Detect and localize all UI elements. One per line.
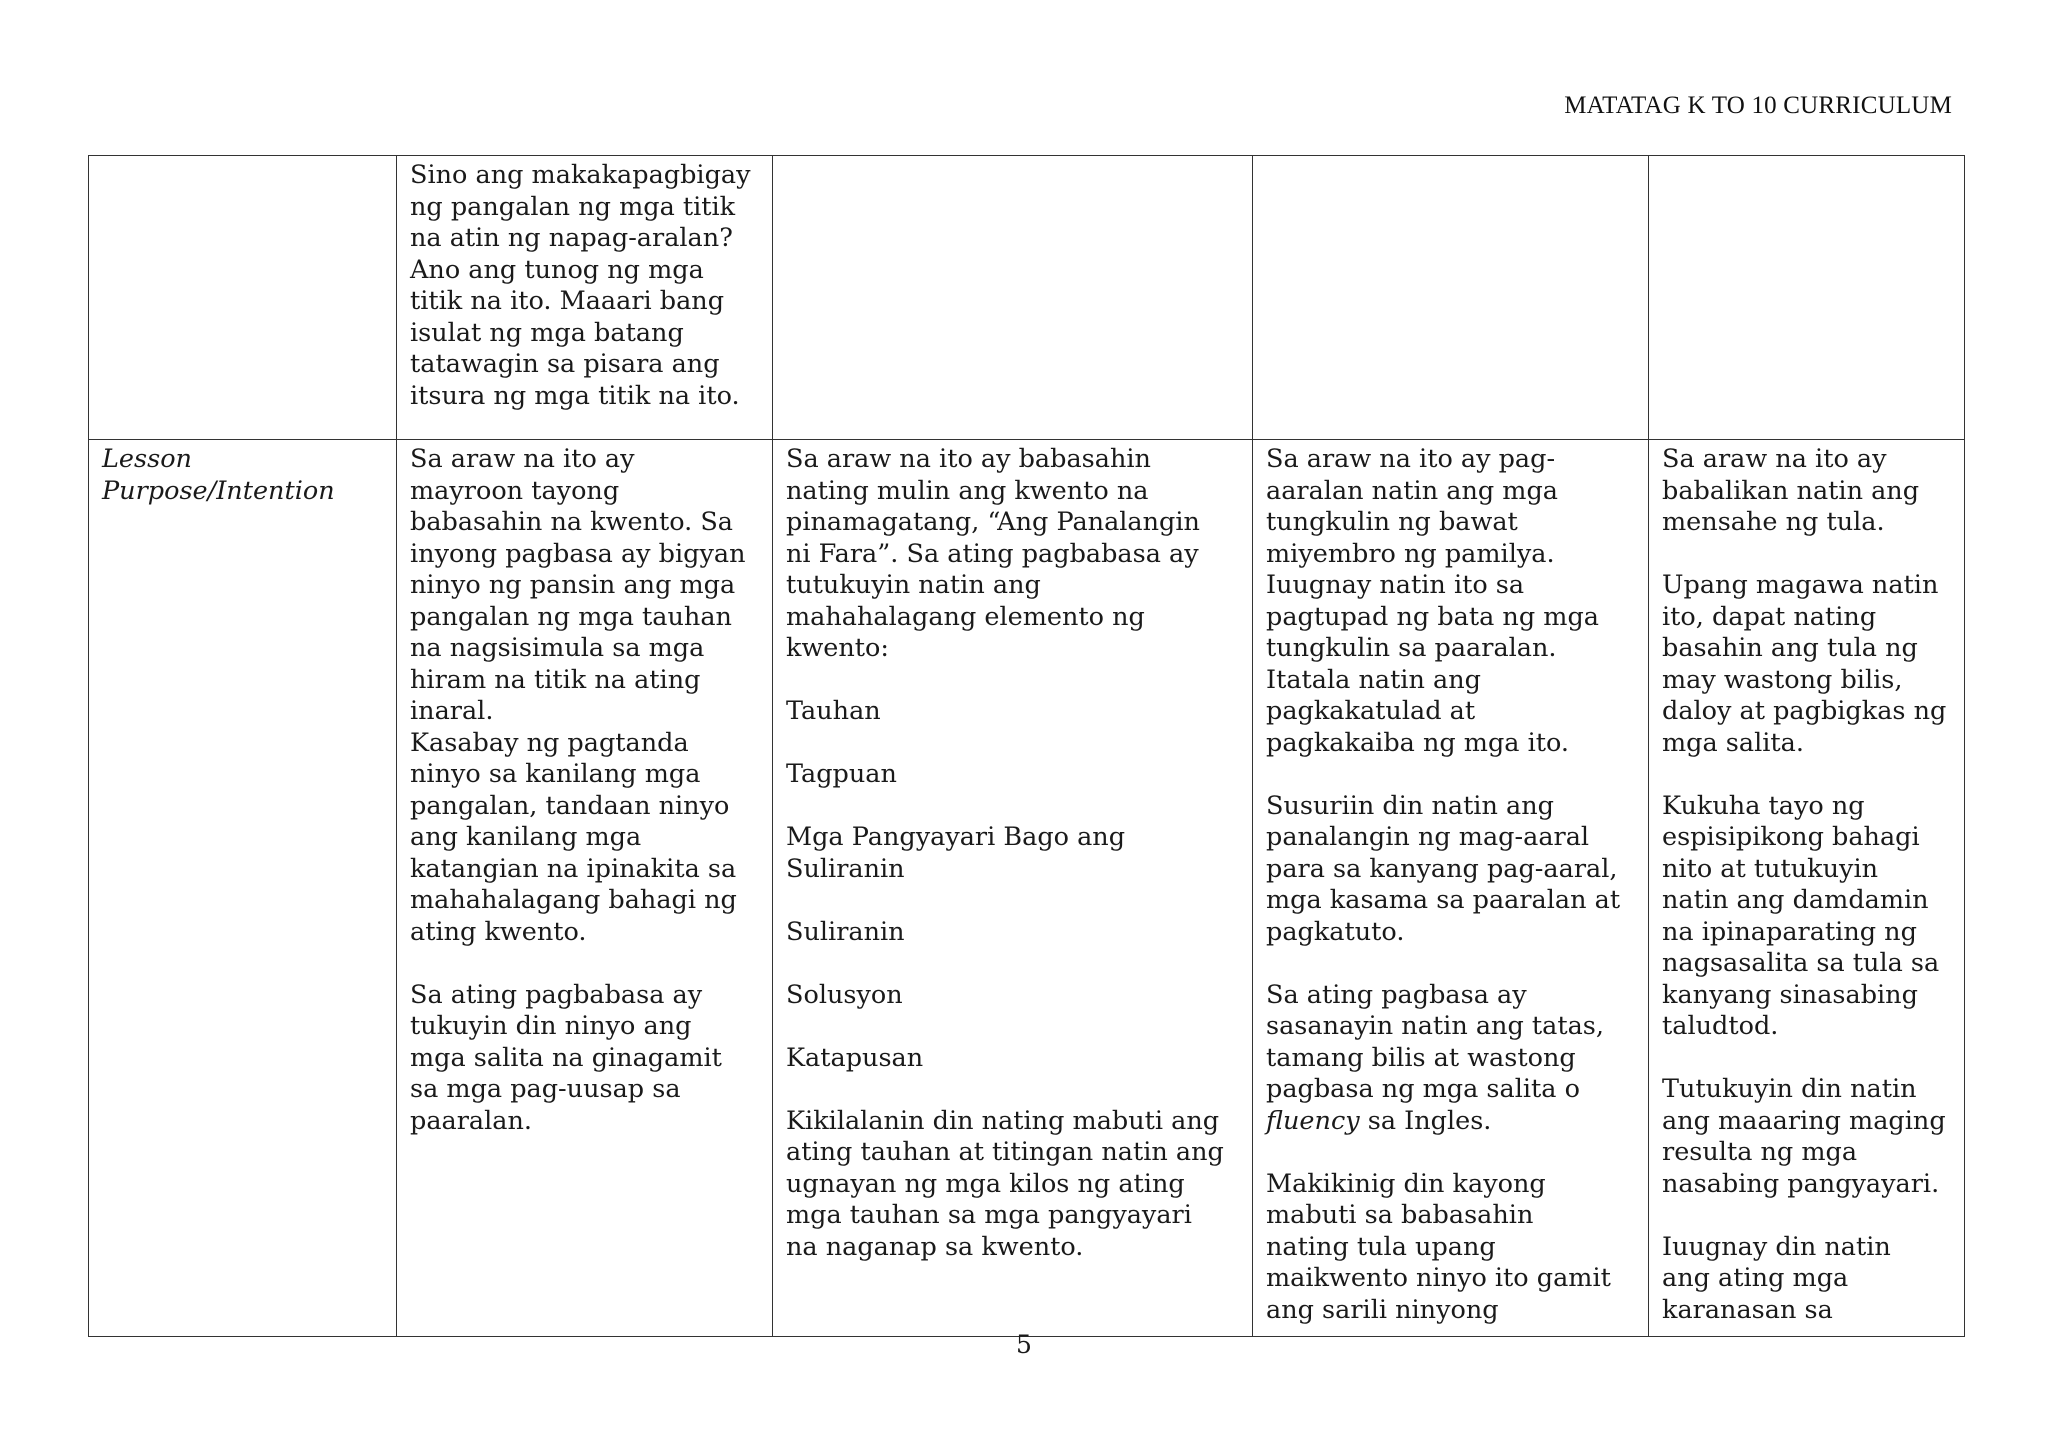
day-2-cell xyxy=(773,156,1253,440)
lesson-purpose-label: Lesson Purpose/Intention xyxy=(102,444,335,506)
day-3-cell xyxy=(1253,440,1649,1337)
day-4-paragraph: Upang magawa natin ito, dapat nating basahin ang tula ng may wastong bilis, daloy at pagbigkas ng mga salita. xyxy=(1662,570,1947,758)
day-3-paragraph: Sa araw na ito ay pag- aaralan natin ang mga tungkulin ng bawat miyembro ng pamilya. Iuugnay natin ito sa pagtupad ng bata ng mga tungkulin sa paaralan. Itatala natin ang pagkakatulad at pagkakaiba ng mga ito. xyxy=(1266,444,1599,758)
row-label-cell xyxy=(89,440,397,1337)
story-element-item: Tagpuan xyxy=(786,759,897,789)
day-1-text: Sino ang makakapagbigay ng pangalan ng mga titik na atin ng napag-aralan? Ano ang tunog ng mga titik na ito. Maaari bang isulat ng mga batang tatawagin sa pisara ang itsura ng mga titik na ito. xyxy=(410,160,751,411)
story-element-item: Suliranin xyxy=(786,916,905,947)
day-3-paragraph xyxy=(1266,980,1636,1138)
story-element-item: Katapusan xyxy=(786,1042,924,1073)
day-3-paragraph: Susuriin din natin ang panalangin ng mag-aaral para sa kanyang pag-aaral, mga kasama sa paaralan at pagkatuto. xyxy=(1266,790,1621,947)
day-1-paragraph: Sa ating pagbabasa ay tukuyin din ninyo ang mga salita na ginagamit sa mga pag-uusap sa paaralan. xyxy=(410,979,722,1136)
day-1-cell xyxy=(397,156,773,440)
day-2-intro: Sa araw na ito ay babasahin nating mulin ang kwento na pinamagatang, “Ang Panalangin ni Fara”. Sa ating pagbabasa ay tutukuyin natin ang mahahalagang elemento ng kwento: xyxy=(786,444,1200,663)
day-3-paragraph: Makikinig din kayong mabuti sa babasahin nating tula upang maikwento ninyo ito gamit ang sarili ninyong xyxy=(1266,1168,1611,1325)
page-number: 5 xyxy=(1016,1330,1032,1359)
day-1-paragraph: Sa araw na ito ay mayroon tayong babasahin na kwento. Sa inyong pagbasa ay bigyan ninyo ng pansin ang mga pangalan ng mga tauhan na nagsisimula sa mga hiram na titik na ating inaral. Kasabay ng pagtanda ninyo sa kanilang mga pangalan, tandaan ninyo ang kanilang mga katangian na ipinakita sa mahahalagang bahagi ng ating kwento. xyxy=(410,444,746,947)
table-row xyxy=(89,156,1965,440)
story-element-item: Tauhan xyxy=(786,696,881,726)
story-element-item: Solusyon xyxy=(786,979,903,1010)
day-4-paragraph: Kukuha tayo ng espisipikong bahagi nito at tutukuyin natin ang damdamin na ipinaparating ng nagsasalita sa tula sa kanyang sinasabing taludtod. xyxy=(1662,790,1940,1041)
lesson-plan-table xyxy=(88,155,1965,1337)
story-element-item: Mga Pangyayari Bago ang Suliranin xyxy=(786,822,1126,884)
day-4-cell xyxy=(1649,156,1965,440)
day-2-cell xyxy=(773,440,1253,1337)
table-row xyxy=(89,440,1965,1337)
fluency-tail-text: sa Ingles. xyxy=(1359,1105,1492,1136)
day-3-cell xyxy=(1253,156,1649,440)
day-4-cell xyxy=(1649,440,1965,1337)
day-2-closing: Kikilalanin din nating mabuti ang ating tauhan at titingan natin ang ugnayan ng mga kilos ng ating mga tauhan sa mga pangyayari na naganap sa kwento. xyxy=(786,1105,1224,1262)
day-4-paragraph: Iuugnay din natin ang ating mga karanasan sa xyxy=(1662,1231,1891,1325)
day-4-paragraph: Tutukuyin din natin ang maaaring maging resulta ng mga nasabing pangyayari. xyxy=(1662,1074,1946,1199)
row-label-cell xyxy=(89,156,397,440)
fluency-term: fluency xyxy=(1266,1105,1360,1136)
day-4-paragraph: Sa araw na ito ay babalikan natin ang mensahe ng tula. xyxy=(1662,444,1920,537)
fluency-lead-text: Sa ating pagbasa ay sasanayin natin ang tatas, tamang bilis at wastong pagbasa ng mga salita o xyxy=(1266,979,1604,1104)
curriculum-header: MATATAG K TO 10 CURRICULUM xyxy=(1564,92,1952,119)
day-1-cell xyxy=(397,440,773,1337)
